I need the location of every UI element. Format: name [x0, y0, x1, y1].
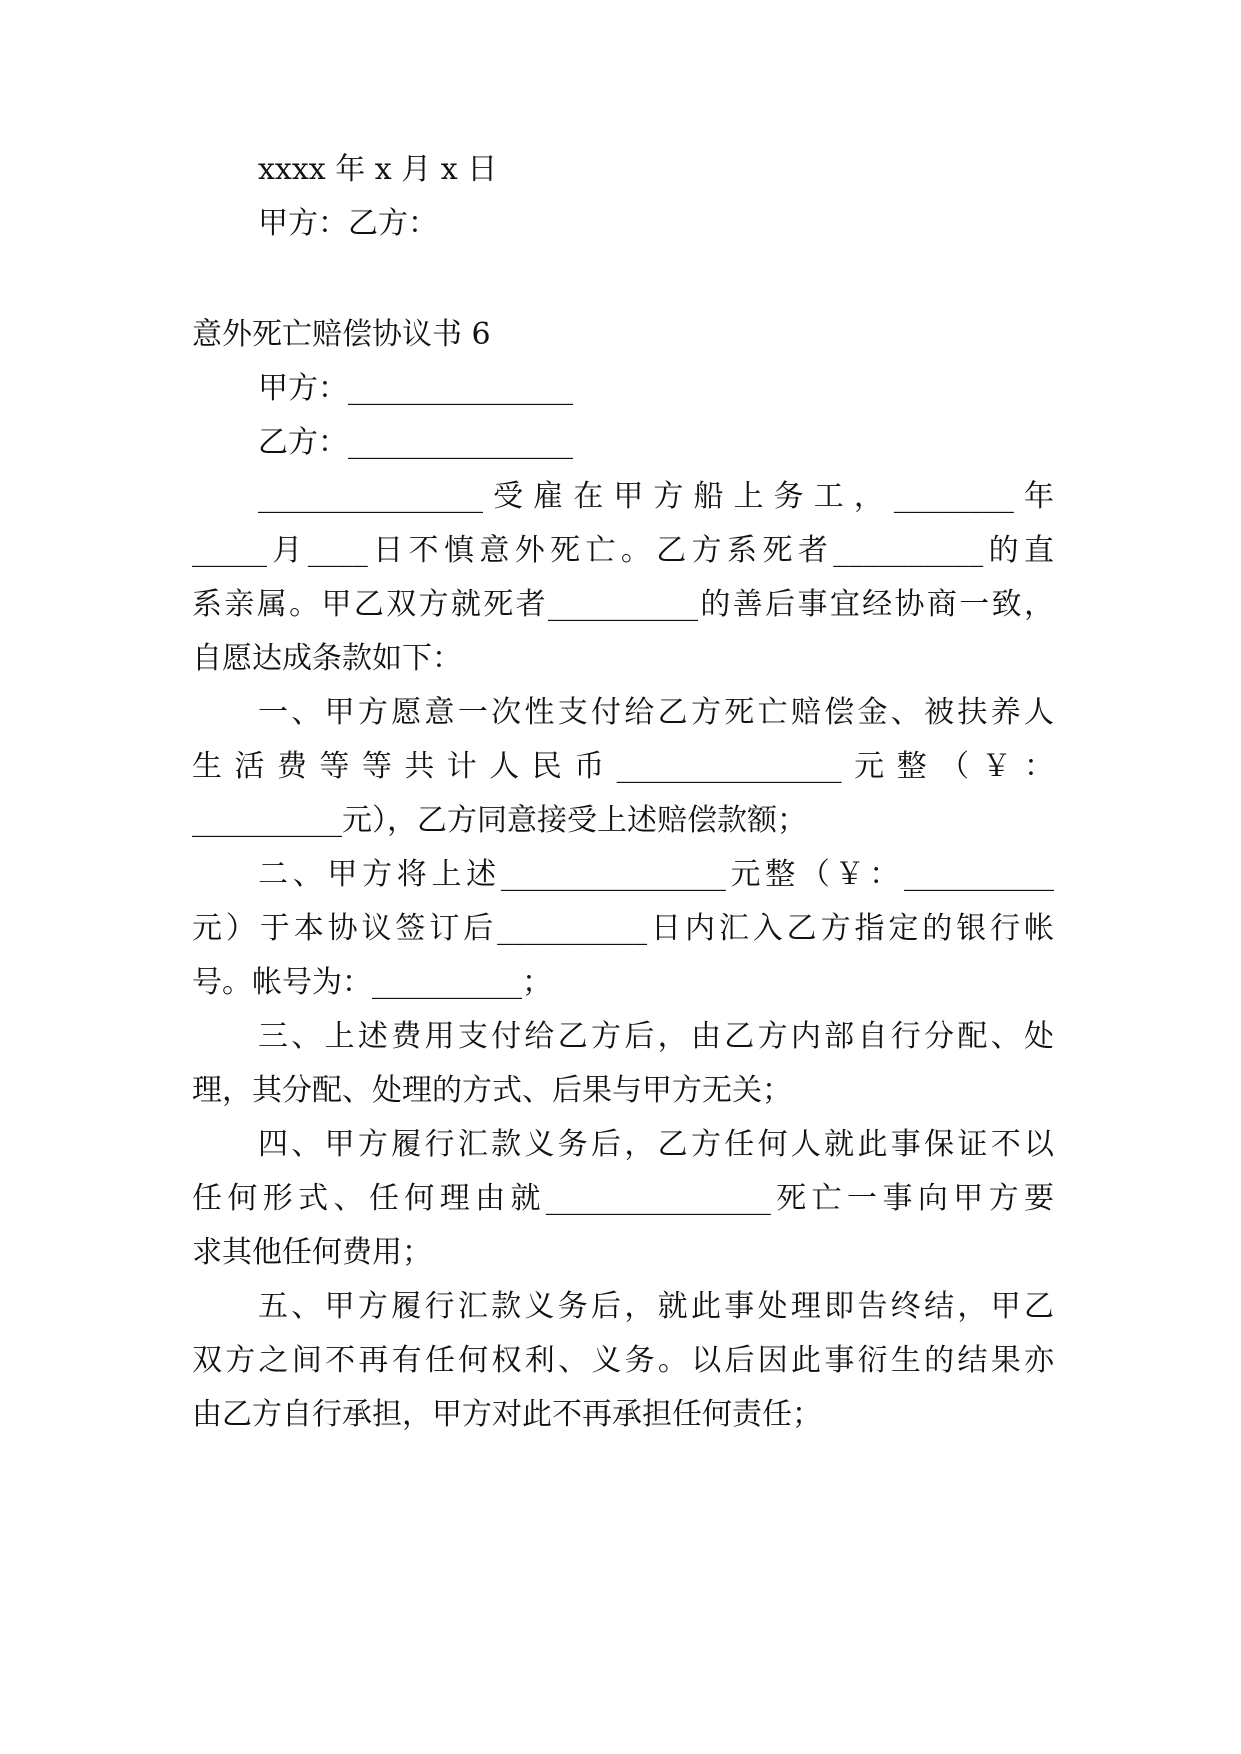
body-line: __________元），乙方同意接受上述赔偿款额； [192, 803, 807, 838]
document-title: 意外死亡赔偿协议书 6 [192, 317, 491, 352]
body-line: _______________受雇在甲方船上务工，________年 [258, 479, 1054, 514]
body-line: 生活费等等共计人民币_______________元整（￥： [192, 749, 1054, 784]
body-line: 自愿达成条款如下： [192, 641, 462, 676]
date-line: xxxx 年 x 月 x 日 [258, 152, 498, 187]
clause-4: 四、甲方履行汇款义务后，乙方任何人就此事保证不以 [258, 1127, 1054, 1162]
party-a-field: 甲方：_______________ [258, 371, 573, 406]
parties-line: 甲方：乙方： [258, 206, 438, 241]
body-line: _____月____日不慎意外死亡。乙方系死者__________的直 [192, 533, 1054, 568]
clause-3: 三、上述费用支付给乙方后，由乙方内部自行分配、处 [258, 1019, 1054, 1054]
body-line: 双方之间不再有任何权利、义务。以后因此事衍生的结果亦 [192, 1343, 1054, 1378]
party-b-field: 乙方：_______________ [258, 425, 573, 460]
body-line: 号。帐号为：__________； [192, 965, 552, 1000]
body-line: 理，其分配、处理的方式、后果与甲方无关； [192, 1073, 792, 1108]
body-line: 元）于本协议签订后__________日内汇入乙方指定的银行帐 [192, 911, 1054, 946]
clause-2: 二、甲方将上述_______________元整（￥：__________ [258, 857, 1054, 892]
body-line: 求其他任何费用； [192, 1235, 432, 1270]
body-line: 系亲属。甲乙双方就死者__________的善后事宜经协商一致， [192, 587, 1054, 622]
body-line: 任何形式、任何理由就_______________死亡一事向甲方要 [192, 1181, 1054, 1216]
clause-1: 一、甲方愿意一次性支付给乙方死亡赔偿金、被扶养人 [258, 695, 1054, 730]
clause-5: 五、甲方履行汇款义务后，就此事处理即告终结，甲乙 [258, 1289, 1054, 1324]
body-line: 由乙方自行承担，甲方对此不再承担任何责任； [192, 1397, 822, 1432]
